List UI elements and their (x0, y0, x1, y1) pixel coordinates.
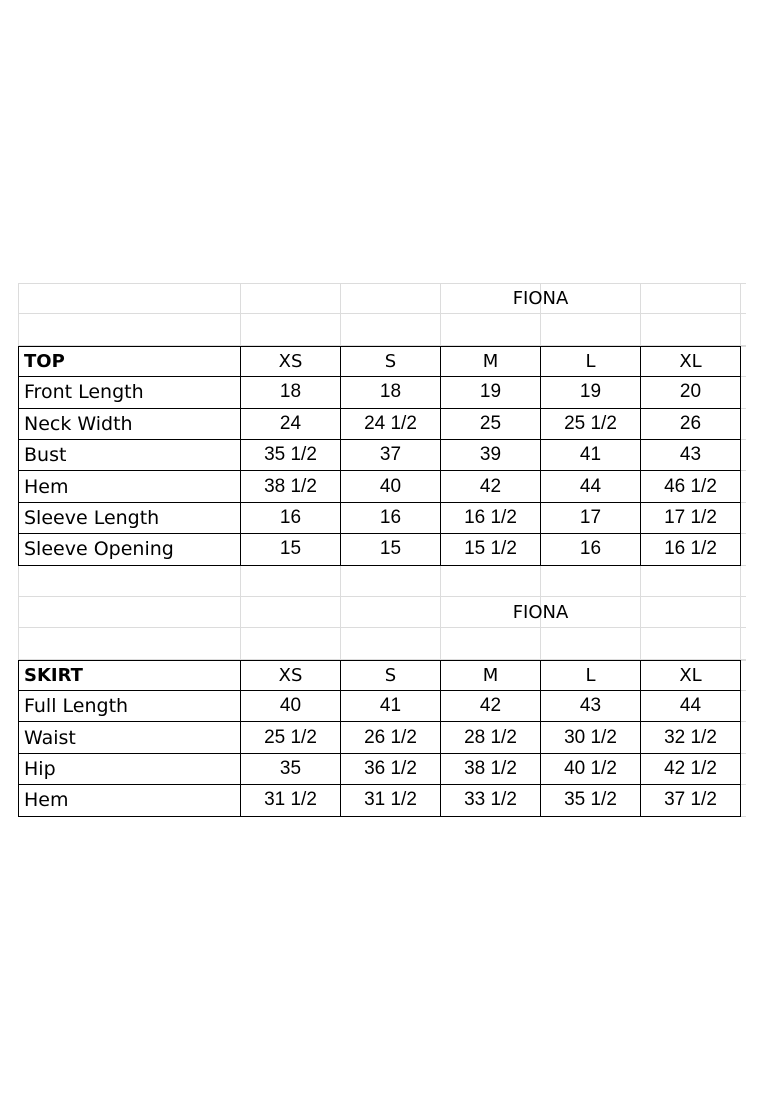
measurement-label: Full Length (24, 695, 129, 718)
top-header-row (18, 346, 746, 377)
measurement-value: 42 (479, 695, 502, 717)
title-row-skirt (18, 597, 746, 628)
skirt-header-label: SKIRT (24, 664, 83, 686)
measurement-value: 38 1/2 (464, 758, 517, 780)
measurement-label: Hem (24, 475, 69, 498)
measurement-value: 44 (679, 695, 702, 717)
table-row (18, 440, 746, 471)
measurement-value: 25 (479, 412, 502, 434)
table-row (18, 409, 746, 440)
measurement-value: 16 (379, 506, 402, 528)
measurement-value: 35 (279, 758, 302, 780)
measurement-value: 17 (579, 506, 602, 528)
measurement-value: 19 (579, 381, 602, 403)
top-table-body (18, 377, 746, 565)
measurement-value: 44 (579, 475, 602, 497)
measurement-value: 17 1/2 (664, 506, 717, 528)
spacer-row (18, 314, 746, 345)
title-row-top (18, 283, 746, 314)
measurement-value: 25 1/2 (264, 726, 317, 748)
skirt-header-row (18, 660, 746, 691)
measurement-value: 40 1/2 (564, 758, 617, 780)
measurement-value: 37 1/2 (664, 789, 717, 811)
measurement-value: 36 1/2 (364, 758, 417, 780)
size-chart-sheet (18, 283, 746, 817)
measurement-value: 19 (479, 381, 502, 403)
skirt-table (18, 660, 746, 817)
table-row (18, 503, 746, 534)
measurement-value: 40 (379, 475, 402, 497)
measurement-value: 15 (379, 538, 402, 560)
measurement-value: 18 (379, 381, 402, 403)
table-row (18, 785, 746, 816)
measurement-value: 31 1/2 (264, 789, 317, 811)
size-header: L (585, 350, 596, 372)
size-header: S (384, 350, 397, 372)
measurement-value: 37 (379, 444, 402, 466)
top-header-label: TOP (24, 350, 65, 372)
size-header: XL (679, 664, 702, 686)
measurement-value: 15 1/2 (464, 538, 517, 560)
table-row (18, 691, 746, 722)
skirt-table-title: FIONA (512, 601, 569, 623)
measurement-value: 30 1/2 (564, 726, 617, 748)
measurement-label: Front Length (24, 381, 144, 404)
measurement-value: 41 (579, 444, 602, 466)
top-table-title: FIONA (512, 288, 569, 310)
skirt-table-body (18, 691, 746, 817)
measurement-value: 28 1/2 (464, 726, 517, 748)
measurement-value: 46 1/2 (664, 475, 717, 497)
measurement-value: 40 (279, 695, 302, 717)
table-row (18, 471, 746, 502)
table-row (18, 722, 746, 753)
measurement-label: Neck Width (24, 412, 133, 435)
measurement-value: 16 (279, 506, 302, 528)
measurement-value: 42 1/2 (664, 758, 717, 780)
measurement-value: 38 1/2 (264, 475, 317, 497)
measurement-value: 16 1/2 (464, 506, 517, 528)
measurement-label: Hem (24, 789, 69, 812)
table-row (18, 534, 746, 565)
spacer-row (18, 566, 746, 597)
measurement-value: 43 (679, 444, 702, 466)
measurement-value: 32 1/2 (664, 726, 717, 748)
table-row (18, 377, 746, 408)
measurement-value: 42 (479, 475, 502, 497)
measurement-value: 43 (579, 695, 602, 717)
measurement-value: 33 1/2 (464, 789, 517, 811)
measurement-value: 35 1/2 (564, 789, 617, 811)
measurement-value: 24 (279, 412, 302, 434)
measurement-label: Bust (24, 444, 67, 467)
top-table (18, 346, 746, 566)
measurement-value: 16 (579, 538, 602, 560)
measurement-value: 26 1/2 (364, 726, 417, 748)
measurement-value: 41 (379, 695, 402, 717)
measurement-value: 16 1/2 (664, 538, 717, 560)
measurement-value: 20 (679, 381, 702, 403)
measurement-value: 15 (279, 538, 302, 560)
size-header: S (384, 664, 397, 686)
table-row (18, 754, 746, 785)
size-header: M (482, 350, 499, 372)
measurement-value: 35 1/2 (264, 444, 317, 466)
spacer-row (18, 628, 746, 659)
size-header: XL (679, 350, 702, 372)
size-header: M (482, 664, 499, 686)
measurement-label: Sleeve Opening (24, 538, 174, 561)
measurement-label: Hip (24, 758, 56, 781)
size-header: L (585, 664, 596, 686)
measurement-value: 26 (679, 412, 702, 434)
size-header: XS (278, 350, 303, 372)
measurement-value: 18 (279, 381, 302, 403)
measurement-label: Waist (24, 726, 76, 749)
measurement-value: 25 1/2 (564, 412, 617, 434)
measurement-value: 31 1/2 (364, 789, 417, 811)
measurement-value: 39 (479, 444, 502, 466)
measurement-label: Sleeve Length (24, 506, 160, 529)
size-header: XS (278, 664, 303, 686)
measurement-value: 24 1/2 (364, 412, 417, 434)
